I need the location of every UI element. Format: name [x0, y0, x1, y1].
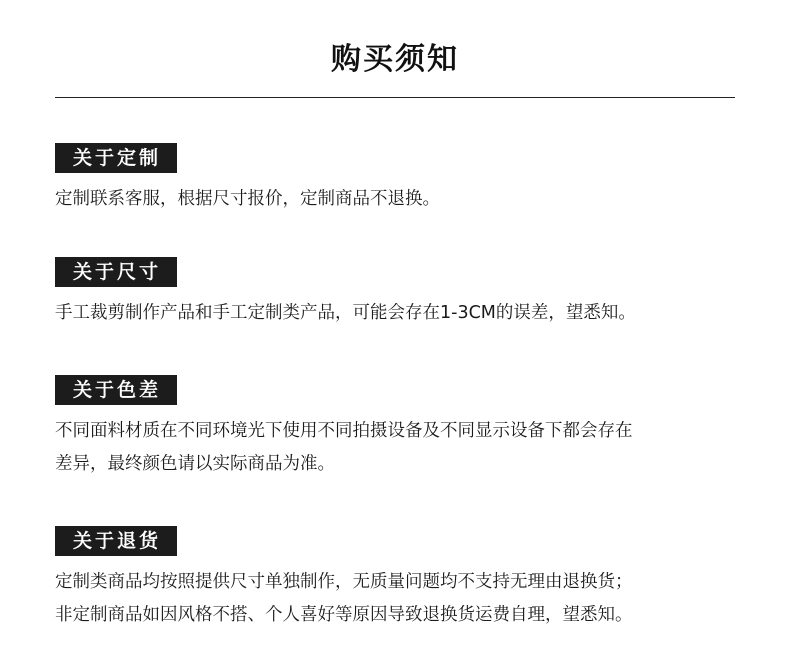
body-line: 非定制商品如因风格不搭、个人喜好等原因导致退换货运费自理，望悉知。	[55, 605, 633, 625]
body-line: 差异，最终颜色请以实际商品为准。	[55, 454, 335, 474]
body-line: 定制联系客服，根据尺寸报价，定制商品不退换。	[55, 189, 440, 209]
body-line: 定制类商品均按照提供尺寸单独制作，无质量问题均不支持无理由退换货；	[55, 572, 633, 592]
section-heading: 关于尺寸	[55, 257, 177, 287]
body-line: 手工裁剪制作产品和手工定制类产品，可能会存在1-3CM的误差，望悉知。	[55, 303, 636, 323]
section-body	[55, 183, 735, 216]
section-size	[55, 257, 735, 330]
section-custom	[55, 143, 735, 216]
section-color	[55, 375, 735, 481]
section-heading: 关于色差	[55, 375, 177, 405]
section-body	[55, 297, 735, 330]
section-heading: 关于定制	[55, 143, 177, 173]
body-line: 不同面料材质在不同环境光下使用不同拍摄设备及不同显示设备下都会存在	[55, 421, 633, 441]
section-body	[55, 415, 735, 481]
section-body	[55, 566, 735, 632]
page-title: 购买须知	[331, 42, 459, 77]
title-divider	[55, 97, 735, 98]
section-return	[55, 526, 735, 632]
section-heading: 关于退货	[55, 526, 177, 556]
